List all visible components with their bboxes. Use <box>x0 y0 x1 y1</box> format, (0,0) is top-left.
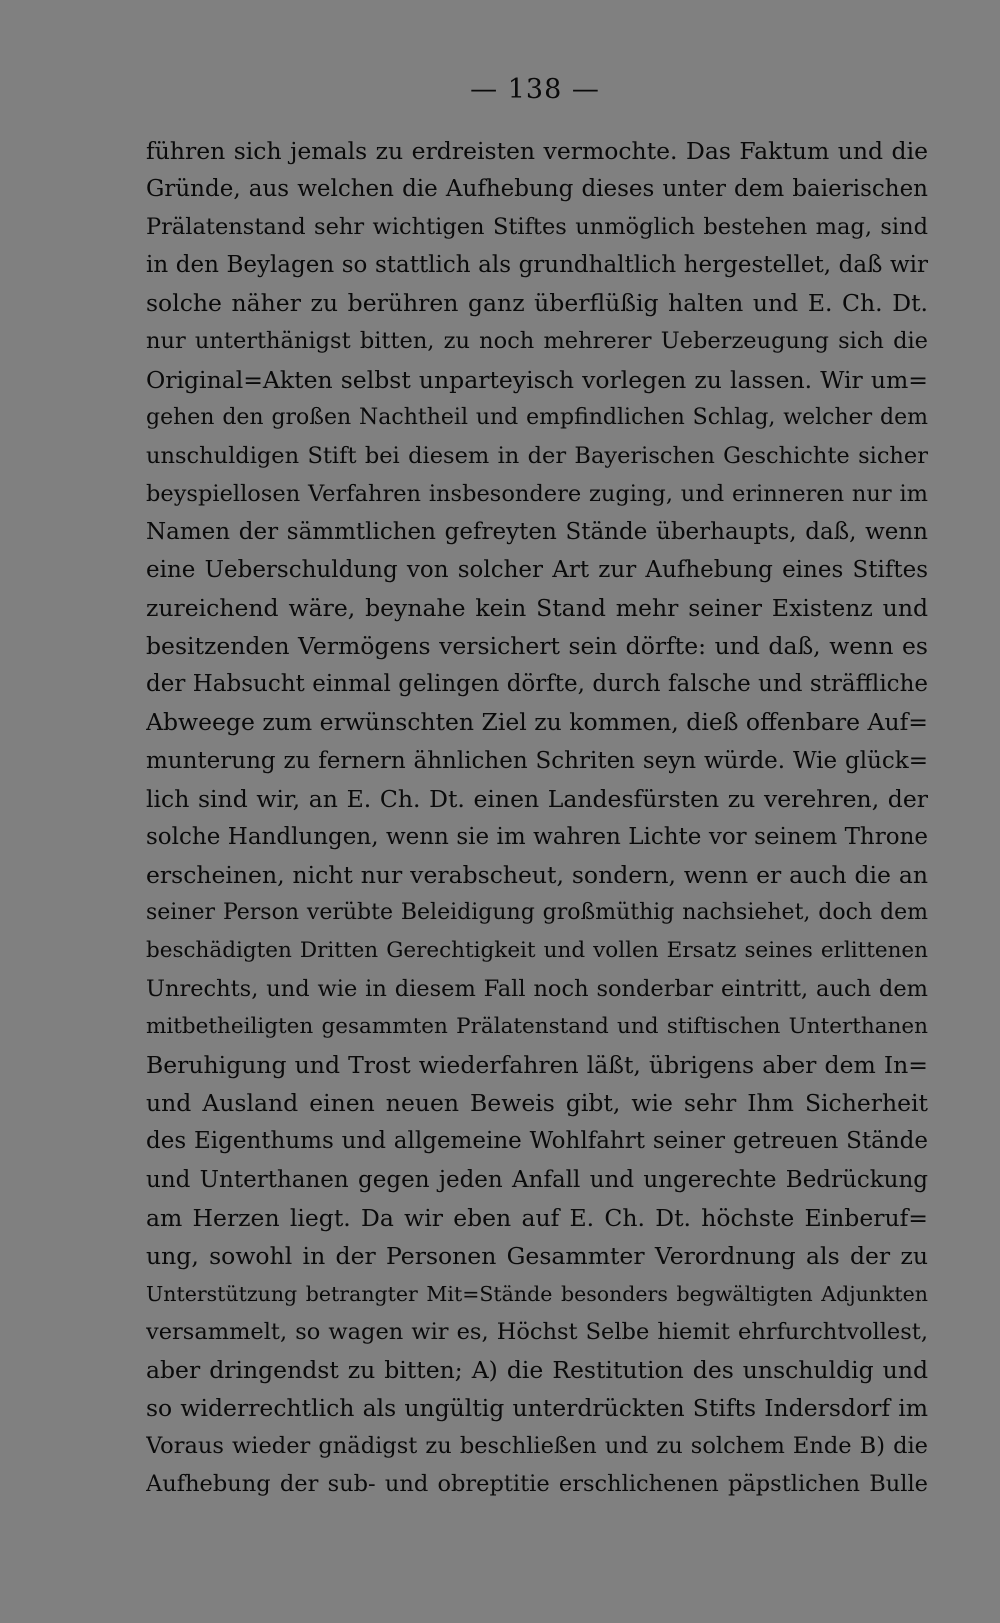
text-line: aber dringendst zu bitten; A) die Restitution des unschuldig und <box>146 1356 928 1384</box>
text-line: lich sind wir, an E. Ch. Dt. einen Landesfürsten zu verehren, der <box>146 784 928 813</box>
text-line: und Unterthanen gegen jeden Anfall und ungerechte Bedrückung <box>146 1166 928 1193</box>
text-line: Gründe, aus welchen die Aufhebung dieses unter dem baierischen <box>146 176 928 203</box>
text-line: Unrechts, und wie in diesem Fall noch sonderbar eintritt, auch dem <box>146 976 928 1003</box>
body-text <box>146 132 928 1503</box>
text-line: ung, sowohl in der Personen Gesammter Verordnung als der zu <box>146 1241 928 1270</box>
text-line: eine Ueberschuldung von solcher Art zur Aufhebung eines Stiftes <box>146 557 928 584</box>
text-line: unschuldigen Stift bei diesem in der Bayerischen Geschichte sicher <box>146 442 928 469</box>
text-line: mitbetheiligten gesammten Prälatenstand und stiftischen Unterthanen <box>146 1014 928 1040</box>
text-line: erscheinen, nicht nur verabscheut, sondern, wenn er auch die an <box>146 860 928 889</box>
text-line: so widerrechtlich als ungültig unterdrückten Stifts Indersdorf im <box>146 1394 928 1423</box>
text-line: der Habsucht einmal gelingen dörfte, durch falsche und sträffliche <box>146 671 928 698</box>
text-line: führen sich jemals zu erdreisten vermochte. Das Faktum und die <box>146 137 928 165</box>
text-line: beyspiellosen Verfahren insbesondere zuging, und erinneren nur im <box>146 480 928 507</box>
text-line: nur unterthänigst bitten, zu noch mehrerer Ueberzeugung sich die <box>146 328 928 355</box>
text-line: besitzenden Vermögens versichert sein dörfte: und daß, wenn es <box>146 632 928 661</box>
text-line: Prälatenstand sehr wichtigen Stiftes unmöglich bestehen mag, sind <box>146 214 928 241</box>
text-line: Abweege zum erwünschten Ziel zu kommen, dieß offenbare Auf= <box>146 708 928 737</box>
text-line: und Ausland einen neuen Beweis gibt, wie sehr Ihm Sicherheit <box>146 1089 928 1118</box>
text-line: solche Handlungen, wenn sie im wahren Lichte vor seinem Throne <box>146 823 928 850</box>
text-line: Namen der sämmtlichen gefreyten Stände überhaupts, daß, wenn <box>146 518 928 545</box>
text-line: des Eigenthums und allgemeine Wohlfahrt seiner getreuen Stände <box>146 1128 928 1155</box>
text-line: versammelt, so wagen wir es, Höchst Selbe hiemit ehrfurchtvollest, <box>146 1318 928 1345</box>
text-line: beschädigten Dritten Gerechtigkeit und vollen Ersatz seines erlittenen <box>146 937 928 963</box>
text-line: am Herzen liegt. Da wir eben auf E. Ch. Dt. höchste Einberuf= <box>146 1203 928 1232</box>
text-line: seiner Person verübte Beleidigung großmüthig nachsiehet, doch dem <box>146 899 928 925</box>
text-line: Original=Akten selbst unparteyisch vorlegen zu lassen. Wir um= <box>146 365 928 394</box>
text-line: Voraus wieder gnädigst zu beschließen und zu solchem Ende B) die <box>146 1433 928 1460</box>
text-line: Beruhigung und Trost wiederfahren läßt, übrigens aber dem In= <box>146 1051 928 1080</box>
text-line: zureichend wäre, beynahe kein Stand mehr seiner Existenz und <box>146 594 928 623</box>
text-line: in den Beylagen so stattlich als grundhaltlich hergestellet, daß wir <box>146 252 928 279</box>
text-line: solche näher zu berühren ganz überflüßig halten und E. Ch. Dt. <box>146 289 928 318</box>
page-number: — 138 — <box>470 74 600 105</box>
text-line: Aufhebung der sub- und obreptitie erschlichenen päpstlichen Bulle <box>146 1471 928 1498</box>
text-line: Unterstützung betrangter Mit=Stände besonders begwältigten Adjunkten <box>146 1281 928 1306</box>
text-line: gehen den großen Nachtheil und empfindlichen Schlag, welcher dem <box>146 404 928 430</box>
text-line: munterung zu fernern ähnlichen Schriten seyn würde. Wie glück= <box>146 747 928 774</box>
